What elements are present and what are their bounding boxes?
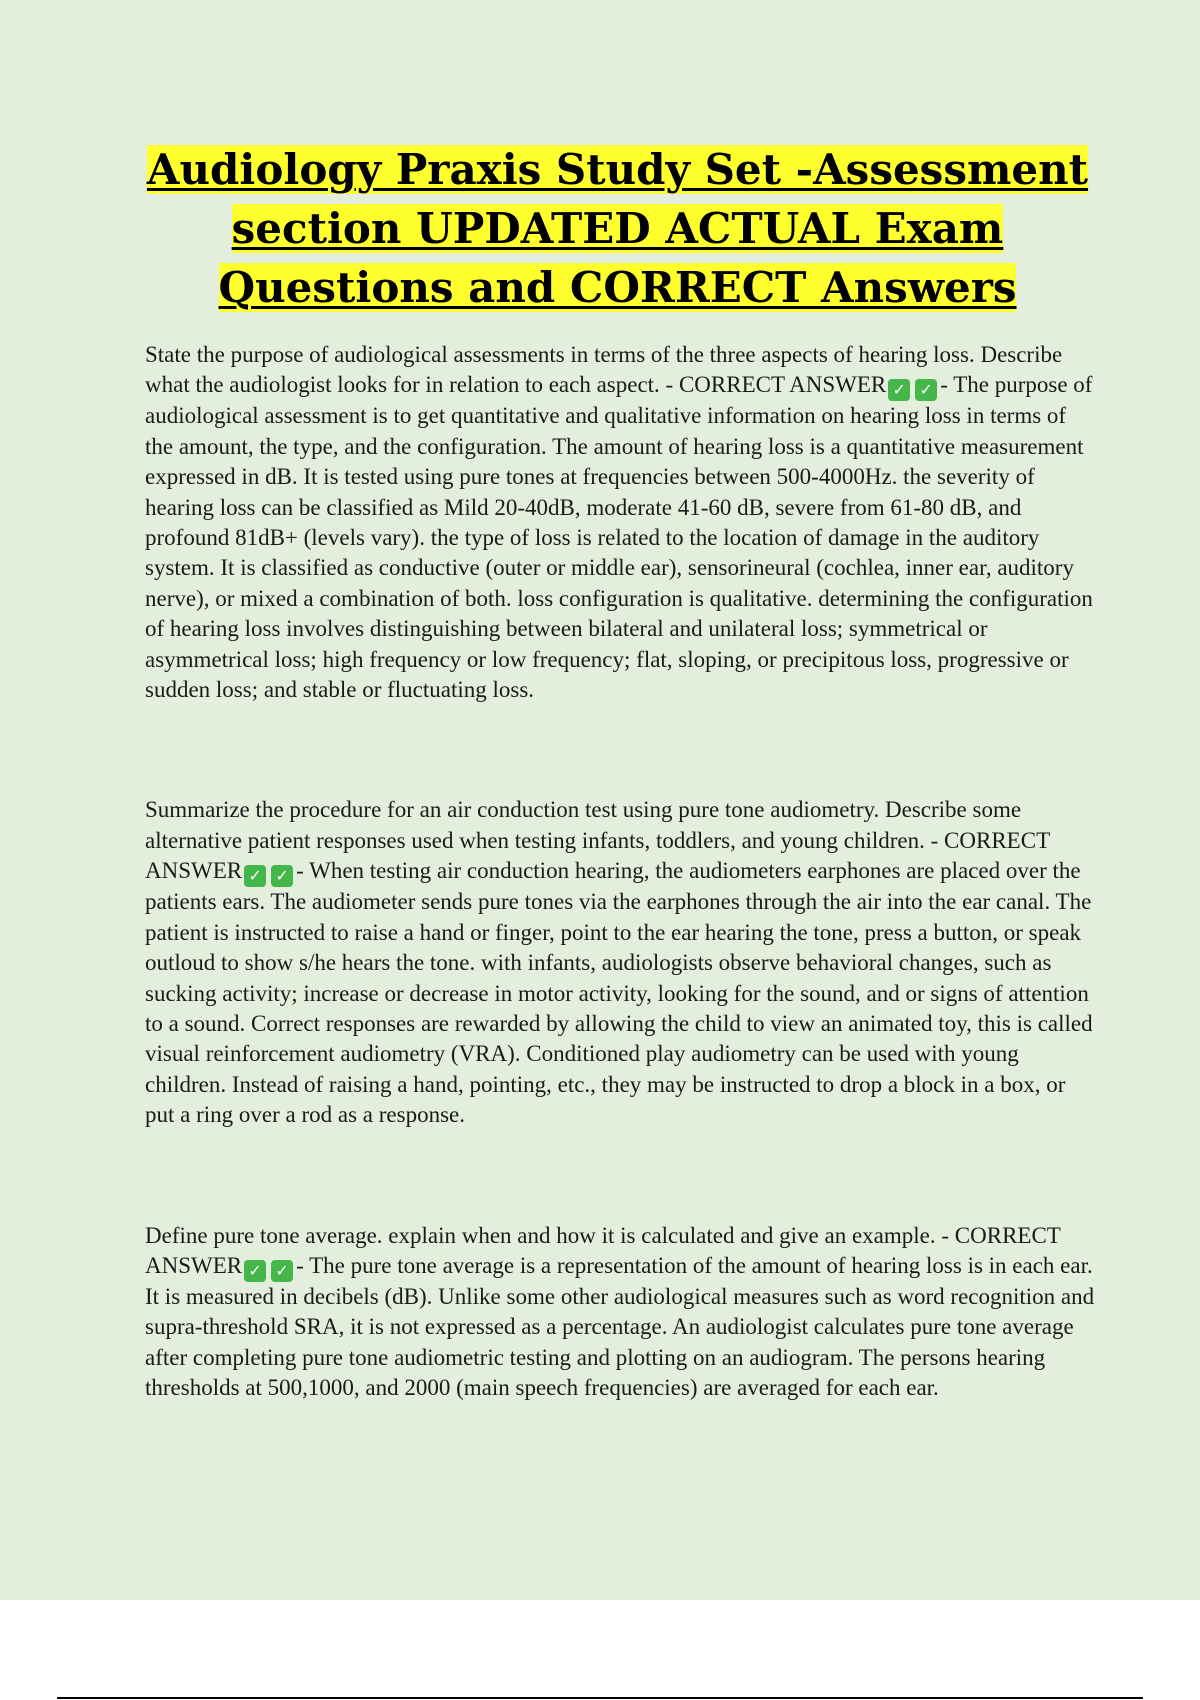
question-text: Define pure tone average. explain when and how it is calculated and give an example. - CORRECT ANSWER	[145, 1222, 1061, 1278]
document-title-text: Audiology Praxis Study Set -Assessment section UPDATED ACTUAL Exam Questions and CORRECT Answers	[146, 145, 1089, 312]
check-mark-icon: ✓	[915, 379, 937, 401]
document-body	[145, 340, 1095, 1494]
footer-divider	[57, 1697, 1143, 1699]
qa-item-3	[145, 1221, 1095, 1404]
check-mark-icon: ✓	[888, 379, 910, 401]
answer-text: - The pure tone average is a representation of the amount of hearing loss is in each ear. It is measured in decibels (dB). Unlike some other audiological measures such as word recognition and supra-threshold SRA, it is not expressed as a percentage. An audiologist calculates pure tone average after completing pure tone audiometric testing and plotting on an audiogram. The persons hearing thresholds at 500,1000, and 2000 (main speech frequencies) are averaged for each ear.	[145, 1252, 1095, 1401]
question-text: State the purpose of audiological assessments in terms of the three aspects of hearing loss. Describe what the audiologist looks for in relation to each aspect. - CORRECT ANSWER	[145, 342, 1063, 398]
document-title	[145, 140, 1090, 317]
check-mark-icon: ✓	[244, 865, 266, 887]
question-text: Summarize the procedure for an air conduction test using pure tone audiometry. Describe some alternative patient responses used when testing infants, toddlers, and young children. - CORRECT ANSWER	[145, 797, 1050, 884]
qa-item-1	[145, 340, 1095, 705]
check-mark-icon: ✓	[244, 1260, 266, 1282]
check-mark-icon: ✓	[271, 1260, 293, 1282]
check-mark-icon: ✓	[271, 865, 293, 887]
answer-text: - When testing air conduction hearing, the audiometers earphones are placed over the patients ears. The audiometer sends pure tones via the earphones through the air into the ear canal. The patient is instructed to raise a hand or finger, point to the ear hearing the tone, press a button, or speak outloud to show s/he hears the tone. with infants, audiologists observe behavioral changes, such as sucking activity; increase or decrease in motor activity, looking for the sound, and or signs of attention to a sound. Correct responses are rewarded by allowing the child to view an animated toy, this is called visual reinforcement audiometry (VRA). Conditioned play audiometry can be used with young children. Instead of raising a hand, pointing, etc., they may be instructed to drop a block in a box, or put a ring over a rod as a response.	[145, 858, 1093, 1128]
answer-text: - The purpose of audiological assessment is to get quantitative and qualitative information on hearing loss in terms of the amount, the type, and the configuration. The amount of hearing loss is a quantitative measurement expressed in dB. It is tested using pure tones at frequencies between 500-4000Hz. the severity of hearing loss can be classified as Mild 20-40dB, moderate 41-60 dB, severe from 61-80 dB, and profound 81dB+ (levels vary). the type of loss is related to the location of damage in the auditory system. It is classified as conductive (outer or middle ear), sensorineural (cochlea, inner ear, auditory nerve), or mixed a combination of both. loss configuration is qualitative. determining the configuration of hearing loss involves distinguishing between bilateral and unilateral loss; symmetrical or asymmetrical loss; high frequency or low frequency; flat, sloping, or precipitous loss, progressive or sudden loss; and stable or fluctuating loss.	[145, 372, 1093, 703]
qa-item-2	[145, 795, 1095, 1130]
